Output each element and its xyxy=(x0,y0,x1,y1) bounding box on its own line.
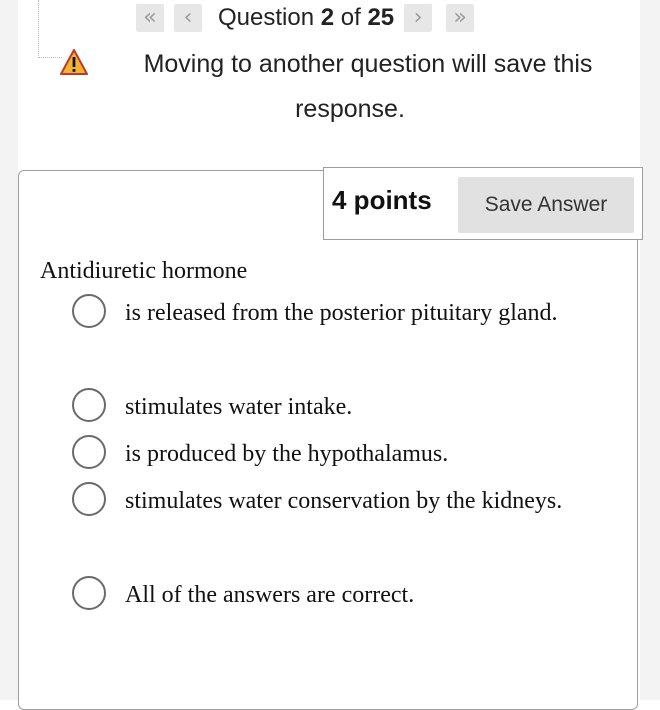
left-margin xyxy=(0,0,18,700)
radio-button-icon[interactable] xyxy=(72,294,106,328)
answer-option-label: stimulates water intake. xyxy=(125,394,353,420)
save-answer-button[interactable]: Save Answer xyxy=(458,177,634,233)
radio-button-icon[interactable] xyxy=(72,576,106,610)
previous-question-button[interactable]: ‹ xyxy=(174,4,202,32)
question-number: 2 xyxy=(320,4,335,31)
question-prompt: Antidiuretic hormone xyxy=(40,258,248,284)
answer-option-label: stimulates water conservation by the kidneys. xyxy=(125,488,563,514)
connector-line-arrow xyxy=(38,57,62,58)
question-of: of xyxy=(340,4,361,31)
answer-option-2[interactable] xyxy=(72,388,612,435)
first-question-button[interactable]: « xyxy=(136,4,164,32)
last-question-button[interactable]: » xyxy=(446,4,474,32)
right-margin xyxy=(640,0,660,700)
answer-option-label: All of the answers are correct. xyxy=(125,582,415,608)
answer-option-5[interactable] xyxy=(72,576,612,623)
answer-option-1[interactable] xyxy=(72,294,612,388)
radio-button-icon[interactable] xyxy=(72,435,106,469)
radio-button-icon[interactable] xyxy=(72,482,106,516)
question-total: 25 xyxy=(367,4,395,31)
answer-option-3[interactable] xyxy=(72,435,612,482)
answer-option-label: is released from the posterior pituitary gland. xyxy=(125,300,558,326)
save-warning-message xyxy=(60,42,640,132)
connector-line xyxy=(38,0,39,58)
warning-text: Moving to another question will save this response. xyxy=(143,50,593,123)
answer-option-label: is produced by the hypothalamus. xyxy=(125,441,449,467)
points-label: 4 points xyxy=(332,185,432,215)
radio-button-icon[interactable] xyxy=(72,388,106,422)
question-navigation xyxy=(136,2,474,34)
answer-option-4[interactable] xyxy=(72,482,612,576)
next-question-button[interactable]: › xyxy=(404,4,432,32)
question-counter xyxy=(218,4,394,32)
question-prefix: Question xyxy=(218,4,315,31)
